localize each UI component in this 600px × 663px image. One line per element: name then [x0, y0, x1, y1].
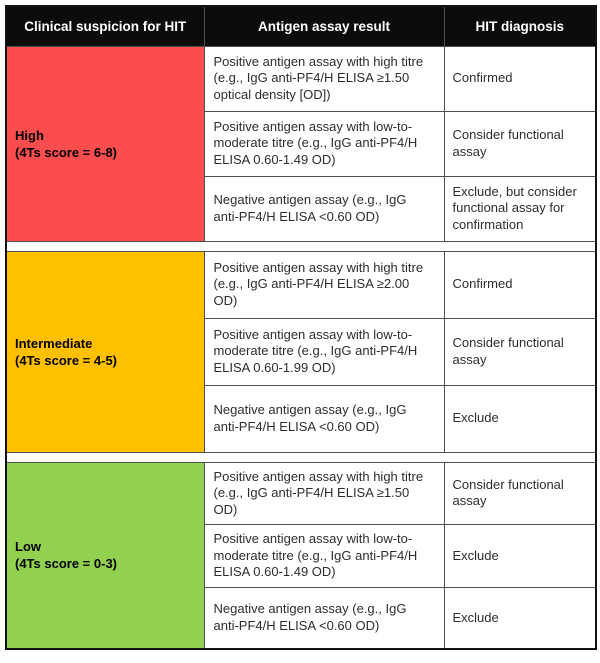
diagnosis-cell: Exclude: [444, 525, 596, 588]
diagnosis-cell: Exclude, but consider functional assay for confirmation: [444, 176, 596, 241]
section-label-high: [6, 46, 204, 241]
assay-result-cell: Negative antigen assay (e.g., IgG anti-PF4/H ELISA <0.60 OD): [204, 176, 444, 241]
section-score-intermediate: (4Ts score = 4-5): [15, 352, 118, 368]
header-clinical-suspicion: Clinical suspicion for HIT: [6, 6, 204, 46]
diagnosis-cell: Confirmed: [444, 251, 596, 318]
section-name-intermediate: Intermediate: [15, 335, 93, 351]
section-divider-cell: [6, 452, 596, 462]
table-row-intermediate-1: [6, 251, 596, 318]
section-score-low: (4Ts score = 0-3): [15, 556, 118, 572]
assay-result-cell: Negative antigen assay (e.g., IgG anti-PF4/H ELISA <0.60 OD): [204, 385, 444, 452]
diagnosis-cell: Consider functional assay: [444, 318, 596, 385]
diagnosis-cell: Exclude: [444, 385, 596, 452]
section-score-high: (4Ts score = 6-8): [15, 144, 118, 160]
section-name-high: High: [15, 127, 44, 143]
diagnosis-cell: Confirmed: [444, 46, 596, 111]
assay-result-cell: Positive antigen assay with high titre (e.g., IgG anti-PF4/H ELISA ≥2.00 OD): [204, 251, 444, 318]
assay-result-cell: Positive antigen assay with low-to-moderate titre (e.g., IgG anti-PF4/H ELISA 0.60-1.49 OD): [204, 525, 444, 588]
section-label-intermediate: [6, 251, 204, 452]
assay-result-cell: Positive antigen assay with low-to-moderate titre (e.g., IgG anti-PF4/H ELISA 0.60-1.49 OD): [204, 111, 444, 176]
section-divider-cell: [6, 241, 596, 251]
table-row-high-1: [6, 46, 596, 111]
table-row-low-1: [6, 462, 596, 525]
section-divider: [6, 452, 596, 462]
diagnosis-cell: Exclude: [444, 587, 596, 649]
assay-result-cell: Positive antigen assay with high titre (e.g., IgG anti-PF4/H ELISA ≥1.50 optical density [OD]): [204, 46, 444, 111]
header-row: [6, 6, 596, 46]
section-name-low: Low: [15, 539, 41, 555]
header-hit-diagnosis: HIT diagnosis: [444, 6, 596, 46]
assay-result-cell: Negative antigen assay (e.g., IgG anti-PF4/H ELISA <0.60 OD): [204, 587, 444, 649]
diagnosis-cell: Consider functional assay: [444, 462, 596, 525]
assay-result-cell: Positive antigen assay with high titre (e.g., IgG anti-PF4/H ELISA ≥1.50 OD): [204, 462, 444, 525]
section-label-low: [6, 462, 204, 649]
assay-result-cell: Positive antigen assay with low-to-moderate titre (e.g., IgG anti-PF4/H ELISA 0.60-1.99 OD): [204, 318, 444, 385]
hit-diagnosis-table: [5, 5, 597, 650]
header-antigen-assay-result: Antigen assay result: [204, 6, 444, 46]
diagnosis-cell: Consider functional assay: [444, 111, 596, 176]
section-divider: [6, 241, 596, 251]
